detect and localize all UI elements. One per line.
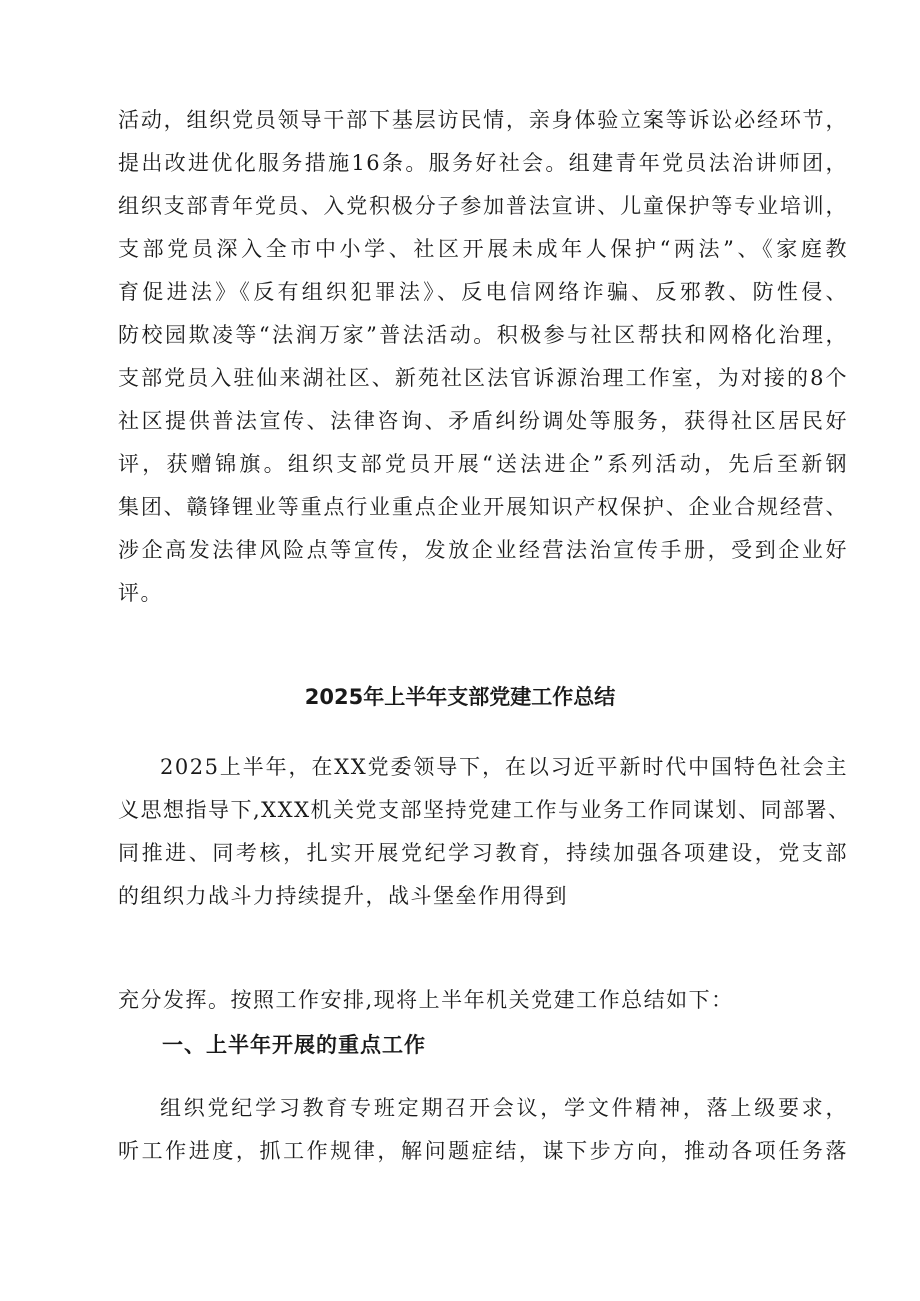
paragraph-line: 2025上半年，在XX党委领导下，在以习近平新时代中国特色社会主 <box>160 755 848 779</box>
paragraph-line: 社区提供普法宣传、法律咨询、矛盾纠纷调处等服务，获得社区居民好 <box>118 409 848 433</box>
paragraph-line: 集团、赣锋锂业等重点行业重点企业开展知识产权保护、企业合规经营、 <box>118 495 848 519</box>
paragraph-line: 听工作进度，抓工作规律，解问题症结，谋下步方向，推动各项任务落 <box>118 1139 848 1163</box>
paragraph-line: 同推进、同考核，扎实开展党纪学习教育，持续加强各项建设，党支部 <box>118 841 848 865</box>
paragraph-line: 义思想指导下,XXX机关党支部坚持党建工作与业务工作同谋划、同部署、 <box>118 798 851 822</box>
paragraph-line: 的组织力战斗力持续提升，战斗堡垒作用得到 <box>118 884 568 908</box>
paragraph-line: 支部党员入驻仙来湖社区、新苑社区法官诉源治理工作室，为对接的8个 <box>118 366 848 390</box>
paragraph-line: 育促进法》《反有组织犯罪法》、反电信网络诈骗、反邪教、防性侵、 <box>118 280 848 304</box>
paragraph-line: 充分发挥。按照工作安排,现将上半年机关党建工作总结如下： <box>118 988 734 1012</box>
paragraph-line: 组织支部青年党员、入党积极分子参加普法宣讲、儿童保护等专业培训， <box>118 194 848 218</box>
paragraph-line: 活动，组织党员领导干部下基层访民情，亲身体验立案等诉讼必经环节， <box>118 108 848 132</box>
paragraph-line: 支部党员深入全市中小学、社区开展未成年人保护“两法”、《家庭教 <box>118 237 848 261</box>
document-title: 2025年上半年支部党建工作总结 <box>304 685 616 709</box>
paragraph-line: 防校园欺凌等“法润万家”普法活动。积极参与社区帮扶和网格化治理， <box>118 323 848 347</box>
paragraph-line: 提出改进优化服务措施16条。服务好社会。组建青年党员法治讲师团， <box>118 151 848 175</box>
paragraph-line: 评，获赠锦旗。组织支部党员开展“送法进企”系列活动，先后至新钢 <box>118 452 848 476</box>
section-heading: 一、上半年开展的重点工作 <box>162 1033 426 1057</box>
paragraph-line: 评。 <box>118 581 163 605</box>
paragraph-line: 涉企高发法律风险点等宣传，发放企业经营法治宣传手册，受到企业好 <box>118 538 848 562</box>
paragraph-line: 组织党纪学习教育专班定期召开会议，学文件精神，落上级要求， <box>160 1096 848 1120</box>
